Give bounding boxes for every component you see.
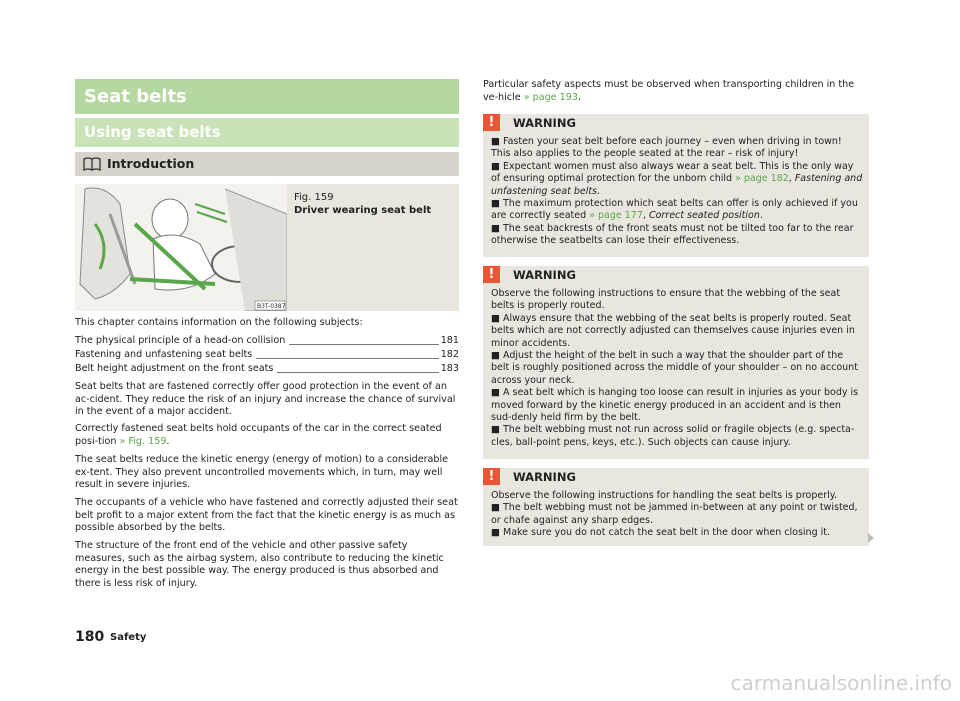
warning-title: WARNING — [513, 268, 576, 282]
introduction-title: Introduction — [107, 156, 195, 171]
figure-box — [75, 184, 459, 311]
toc-entry[interactable] — [75, 363, 459, 376]
toc-entry[interactable] — [75, 335, 459, 348]
paragraph: The occupants of a vehicle who have fastened and correctly adjusted their seat belt profit to a major extent from the fact that the kinetic energy is as much as possible absorbed by the belts. — [75, 497, 458, 534]
figure-caption — [294, 191, 431, 217]
warning-icon: ! — [483, 114, 500, 131]
toc-label: The physical principle of a head-on collision — [75, 335, 289, 346]
subsection-title-bar — [75, 118, 459, 147]
section-title: Seat belts — [84, 86, 187, 107]
paragraph: The seat belts reduce the kinetic energy (energy of motion) to a considerable ex-tent. They also prevent uncontrolled movements which, in turn, may well result in severe injuries. — [75, 454, 449, 491]
warning-title: WARNING — [513, 470, 576, 484]
toc-entry[interactable] — [75, 349, 459, 362]
toc-intro: This chapter contains information on the following subjects: — [75, 317, 363, 328]
warning-box — [483, 266, 869, 459]
figure-code: B3T-0387 — [257, 303, 286, 310]
right-intro: Particular safety aspects must be observed when transporting children in the ve-hicle » page 193. — [483, 79, 855, 103]
figure-link[interactable]: » Fig. 159 — [119, 435, 167, 447]
warning-text: ■ Fasten your seat belt before each journey – even when driving in town! This also applies to the people seated at the rear – risk of injury! ■ Expectant women must also always wear a seat belt. This is the only way of ensuring optimal protection for the unborn child » page 182, Fastening and unfastening seat belts. ■ The maximum protection which seat belts can offer is only achieved if you are correctly seated » page 177, Correct seated position. ■ The seat backrests of the front seats must not be tilted too far to the rear otherwise the seatbelts can lose their effectiveness. — [491, 136, 863, 247]
figure-caption-text: Driver wearing seat belt — [294, 205, 432, 216]
toc-label: Belt height adjustment on the front seats — [75, 363, 277, 374]
warning-text: Observe the following instructions for handling the seat belts is properly. ■ The belt webbing must not be jammed in-between at any point or twisted, or chafe against any sharp edges. ■ Make sure you do not catch the seat belt in the door when closing it. — [491, 490, 858, 539]
warning-box — [483, 468, 869, 546]
toc-label: Fastening and unfastening seat belts — [75, 349, 256, 360]
toc-page: 183 — [440, 363, 459, 374]
paragraph: The structure of the front end of the vehicle and other passive safety measures, such as the airbag system, also contribute to reducing the kinetic energy in the best possible way. The energy produced is thus absorbed and there is less risk of injury. — [75, 540, 444, 589]
warning-box — [483, 114, 869, 257]
figure-number: Fig. 159 — [294, 192, 334, 203]
paragraph: Correctly fastened seat belts hold occupants of the car in the correct seated posi-tion » Fig. 159. — [75, 423, 442, 447]
section-title-bar — [75, 79, 459, 114]
book-icon — [83, 157, 101, 171]
footer-section: Safety — [110, 632, 147, 643]
figure-image — [75, 184, 287, 311]
page-link[interactable]: » page 182 — [735, 173, 789, 185]
paragraph: Seat belts that are fastened correctly offer good protection in the event of an ac-cident. They reduce the risk of an injury and increase the chance of survival in the event of a major accident. — [75, 381, 456, 418]
subsection-title: Using seat belts — [84, 123, 221, 141]
page-link[interactable]: » page 193 — [523, 91, 578, 103]
toc-page: 181 — [440, 335, 459, 346]
driver-seatbelt-illustration — [75, 184, 287, 311]
toc-page: 182 — [440, 349, 459, 360]
page-link[interactable]: » page 177 — [589, 210, 643, 222]
introduction-bar — [75, 152, 459, 176]
warning-icon: ! — [483, 468, 500, 485]
watermark: carmanualsonline.info — [730, 671, 952, 695]
warning-icon: ! — [483, 266, 500, 283]
warning-text: Observe the following instructions to ensure that the webbing of the seat belts is properly routed. ■ Always ensure that the webbing of the seat belts is properly routed. Seat belts which are not correctly adjusted can themselves cause injuries even in minor accidents. ■ Adjust the height of the belt in such a way that the shoulder part of the belt is roughly positioned across the middle of your shoulder – on no account across your neck. ■ A seat belt which is hanging too loose can result in injuries as your body is moved forward by the kinetic energy produced in an accident and is then sud-denly held firm by the belt. ■ The belt webbing must not run across solid or fragile objects (e.g. specta-cles, ball-point pens, keys, etc.). Such objects can cause injury. — [491, 288, 859, 448]
warning-title: WARNING — [513, 116, 576, 130]
page-number: 180 — [75, 629, 105, 645]
continue-arrow-icon — [868, 533, 874, 543]
